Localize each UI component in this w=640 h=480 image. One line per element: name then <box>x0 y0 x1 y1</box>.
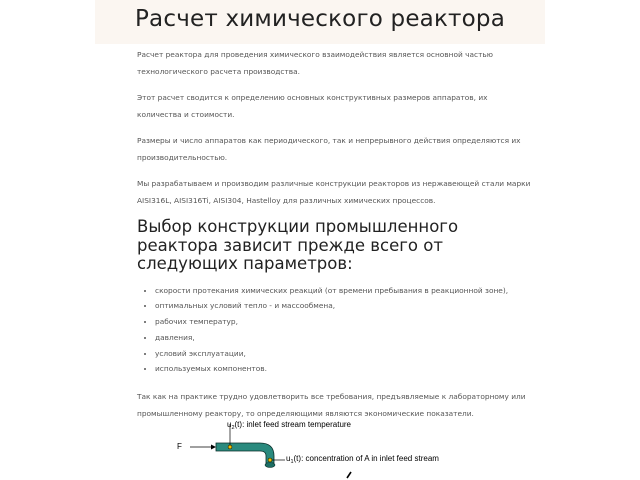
u2-label <box>227 420 352 431</box>
stirrer-mark <box>347 472 351 478</box>
u1-label-sub: 1 <box>290 459 294 465</box>
u2-label-var: u <box>227 420 232 429</box>
u2-sensor-point <box>228 445 232 449</box>
section-heading: Выбор конструкции промышленного реактора зависит прежде всего от следующих параметров: <box>137 217 459 273</box>
list-item: • оптимальных условий тепло - и массообмена, <box>155 298 532 314</box>
feed-pipe <box>216 443 274 463</box>
title-banner <box>95 0 545 44</box>
u1-sensor-point <box>268 458 272 462</box>
conclusion-paragraph: Так как на практике трудно удовлетворить все требования, предъявляемые к лабораторному или промышленному реактору, то определяющими являются экономические показатели. <box>137 392 526 419</box>
parameters-list <box>137 283 532 378</box>
feed-label: F <box>177 442 182 451</box>
intro-paragraph-4: Мы разрабатываем и производим различные конструкции реакторов из нержавеющей стали марки AISI316L, AISI316Ti, AISI304, Hastelloy для различных химических процессов. <box>137 179 531 205</box>
list-item: • скорости протекания химических реакций (от времени пребывания в реакционной зоне), <box>155 283 532 299</box>
intro-paragraph-3: Размеры и число аппаратов как периодического, так и непрерывного действия определяются их производительностью. <box>137 136 521 162</box>
u1-label <box>286 454 439 465</box>
article-body <box>137 46 532 431</box>
list-item: • рабочих температур, <box>155 314 532 330</box>
page-title: Расчет химического реактора <box>134 6 506 32</box>
u1-label-text: (t): concentration of A in inlet feed stream <box>293 454 439 463</box>
u2-label-sub: 2 <box>231 425 235 431</box>
pipe-outlet <box>265 463 275 468</box>
feed-arrow-head <box>211 445 216 450</box>
list-item: • используемых компонентов. <box>155 361 532 377</box>
u1-label-var: u <box>286 454 291 463</box>
list-item: • условий эксплуатации, <box>155 346 532 362</box>
intro-paragraph-2: Этот расчет сводится к определению основных конструктивных размеров аппаратов, их количества и стоимости. <box>137 93 488 119</box>
list-item: • давления, <box>155 330 532 346</box>
u2-label-text: (t): inlet feed stream temperature <box>234 420 352 429</box>
reactor-feed-diagram <box>175 416 475 480</box>
intro-paragraph-1: Расчет реактора для проведения химического взаимодействия является основной частью технологического расчета производства. <box>137 50 494 76</box>
